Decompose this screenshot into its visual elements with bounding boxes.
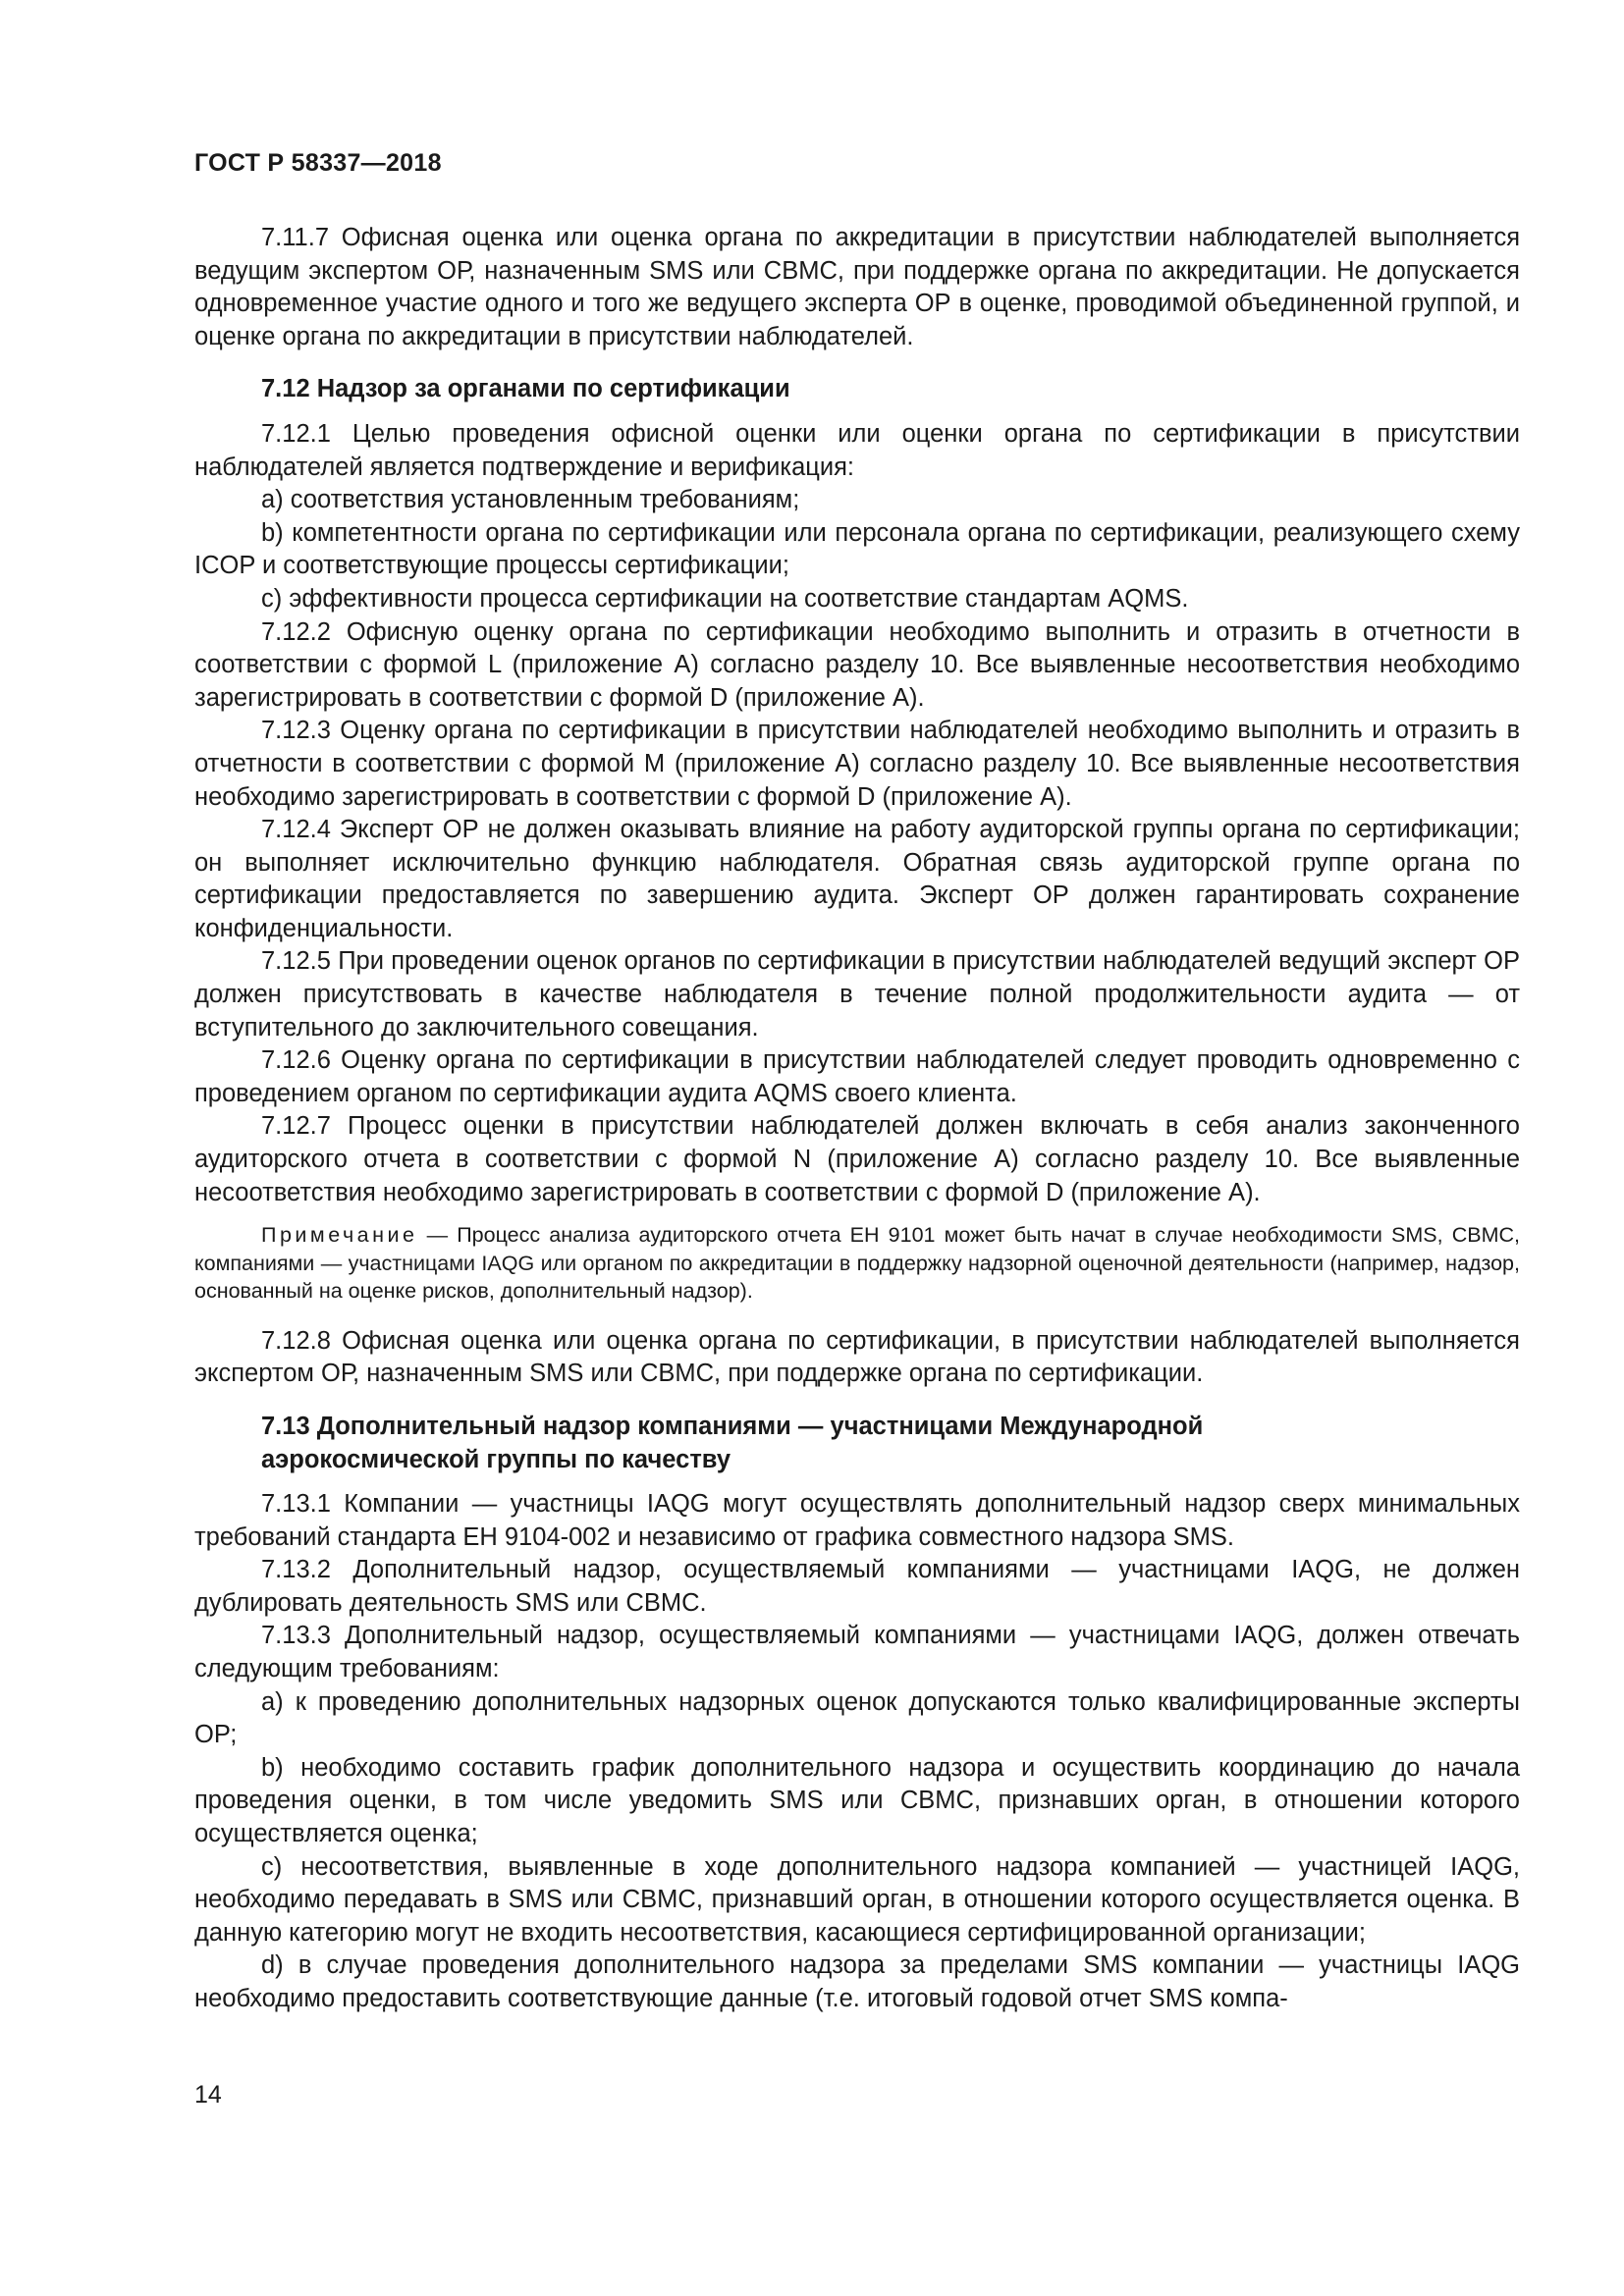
note-text: — Процесс анализа аудиторского отчета ЕН 9101 может быть начат в случае необходимости SMS, CBMC, компаниями — участницами IAQG или органом по аккредитации в поддержку надзорной оценочной деятельности (например, надзор, основанный на оценке рисков, дополнительный надзор). xyxy=(194,1223,1520,1304)
section-heading-7-13-line1: 7.13 Дополнительный надзор компаниями — участницами Международной xyxy=(261,1412,1204,1440)
paragraph-7-13-2: 7.13.2 Дополнительный надзор, осуществляемый компаниями — участницами IAQG, не должен дублировать деятельность SMS или CBMC. xyxy=(194,1556,1520,1617)
paragraph-7-12-7: 7.12.7 Процесс оценки в присутствии наблюдателей должен включать в себя анализ законченного аудиторского отчета в соответствии с формой N (приложение А) согласно разделу 10. Все выявленные несоответствия необходимо зарегистрировать в соответствии с формой D (приложение А). xyxy=(194,1112,1520,1206)
paragraph-7-12-8: 7.12.8 Офисная оценка или оценка органа по сертификации, в присутствии наблюдателей выполняется экспертом ОР, назначенным SMS или CBMC, при поддержке органа по сертификации. xyxy=(194,1326,1520,1388)
page-content xyxy=(194,222,1520,2016)
paragraph-7-12-3: 7.12.3 Оценку органа по сертификации в присутствии наблюдателей необходимо выполнить и отразить в отчетности в соответствии с формой М (приложение А) согласно разделу 10. Все выявленные несоответствия необходимо зарегистрировать в соответствии с формой D (приложение А). xyxy=(194,717,1520,811)
paragraph-7-12-1: 7.12.1 Целью проведения офисной оценки или оценки органа по сертификации в присутствии наблюдателей является подтверждение и верификация: xyxy=(194,419,1520,481)
section-heading-7-12: 7.12 Надзор за органами по сертификации xyxy=(261,375,790,403)
paragraph-7-12-2: 7.12.2 Офисную оценку органа по сертификации необходимо выполнить и отразить в отчетности в соответствии с формой L (приложение А) согласно разделу 10. Все выявленные несоответствия необходимо зарегистрировать в соответствии с формой D (приложение А). xyxy=(194,617,1520,712)
note-label: Примечание xyxy=(261,1223,418,1248)
paragraph-7-12-4: 7.12.4 Эксперт ОР не должен оказывать влияние на работу аудиторской группы органа по сертификации; он выполняет исключительно функцию наблюдателя. Обратная связь аудиторской группе органа по сертификации предоставляется по завершению аудита. Эксперт ОР должен гарантировать сохранение конфиденциальности. xyxy=(194,816,1520,942)
document-header: ГОСТ Р 58337—2018 xyxy=(194,149,442,177)
section-heading-7-13 xyxy=(194,1411,1520,1476)
page-number: 14 xyxy=(194,2081,222,2109)
list-item-7-12-1-b: b) компетентности органа по сертификации или персонала органа по сертификации, реализующего схему ICOP и соответствующие процессы сертификации; xyxy=(194,518,1520,580)
paragraph-7-12-6: 7.12.6 Оценку органа по сертификации в присутствии наблюдателей следует проводить одновременно с проведением органом по сертификации аудита AQMS своего клиента. xyxy=(194,1046,1520,1107)
paragraph-7-13-3: 7.13.3 Дополнительный надзор, осуществляемый компаниями — участницами IAQG, должен отвечать следующим требованиям: xyxy=(194,1622,1520,1683)
list-item-7-12-1-c: c) эффективности процесса сертификации на соответствие стандартам AQMS. xyxy=(261,584,1189,613)
list-item-7-13-3-c: c) несоответствия, выявленные в ходе дополнительного надзора компанией — участницей IAQG, необходимо передавать в SMS или CBMC, признавший орган, в отношении которого осуществляется оценка. В данную категорию могут не входить несоответствия, касающиеся сертифицированной организации; xyxy=(194,1852,1520,1947)
paragraph-7-11-7: 7.11.7 Офисная оценка или оценка органа по аккредитации в присутствии наблюдателей выполняется ведущим экспертом ОР, назначенным SMS или CBMC, при поддержке органа по аккредитации. Не допускается одновременное участие одного и того же ведущего эксперта ОР в оценке, проводимой объединенной группой, и оценке органа по аккредитации в присутствии наблюдателей. xyxy=(194,224,1520,350)
paragraph-7-12-5: 7.12.5 При проведении оценок органов по сертификации в присутствии наблюдателей ведущий эксперт ОР должен присутствовать в качестве наблюдателя в течение полной продолжительности аудита — от вступительного до заключительного совещания. xyxy=(194,947,1520,1041)
list-item-7-13-3-a: a) к проведению дополнительных надзорных оценок допускаются только квалифицированные эксперты ОР; xyxy=(194,1687,1520,1749)
list-item-7-13-3-d: d) в случае проведения дополнительного надзора за пределами SMS компании — участницы IAQG необходимо предоставить соответствующие данные (т.е. итоговый годовой отчет SMS компа- xyxy=(194,1951,1520,2012)
list-item-7-12-1-a: a) соответствия установленным требованиям; xyxy=(261,486,800,514)
note-block xyxy=(194,1221,1520,1306)
list-item-7-13-3-b: b) необходимо составить график дополнительного надзора и осуществить координацию до начала проведения оценки, в том числе уведомить SMS или CBMC, признавших орган, в отношении которого осуществляется оценка; xyxy=(194,1753,1520,1848)
section-heading-7-13-line2: аэрокосмической группы по качеству xyxy=(261,1445,731,1473)
paragraph-7-13-1: 7.13.1 Компании — участницы IAQG могут осуществлять дополнительный надзор сверх минимальных требований стандарта ЕН 9104-002 и независимо от графика совместного надзора SMS. xyxy=(194,1490,1520,1551)
